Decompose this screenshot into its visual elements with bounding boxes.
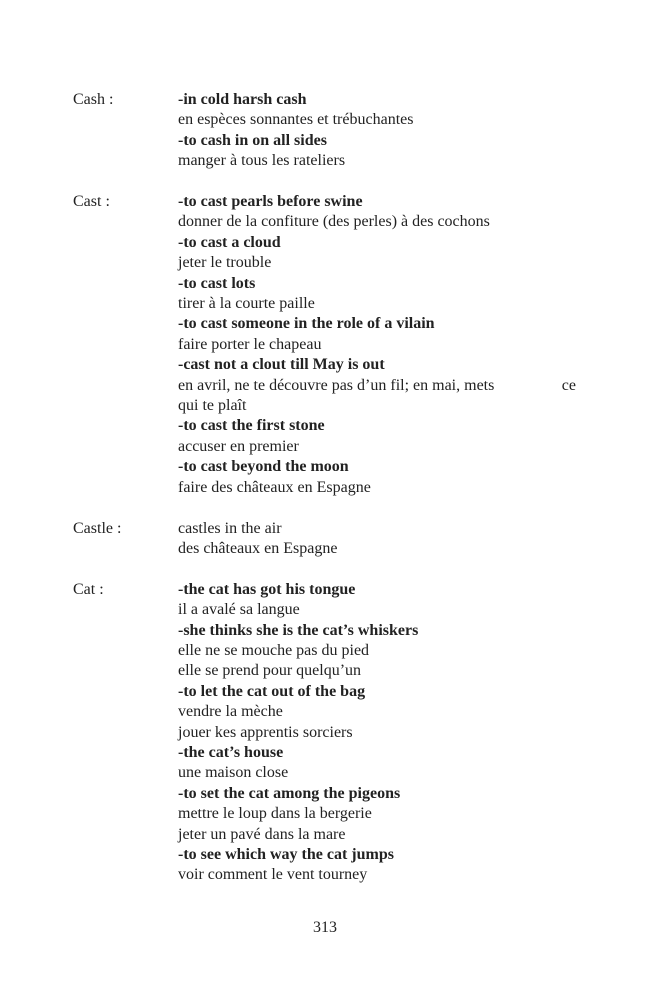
translation-line: elle ne se mouche pas du pied <box>178 641 370 659</box>
translation-line: jeter un pavé dans la mare <box>178 825 346 843</box>
idiom-line: -to cast lots <box>178 274 256 292</box>
translation-line: accuser en premier <box>178 437 299 455</box>
translation-line: donner de la confiture (des perles) à des cochons <box>178 213 490 231</box>
translation-line: voir comment le vent tourney <box>178 866 368 884</box>
idiom-line: -cast not a clout till May is out <box>178 356 385 374</box>
entry-lines <box>178 192 613 498</box>
idiom-line: -to cast a cloud <box>178 233 281 251</box>
idiom-line: -to cast pearls before swine <box>178 193 363 211</box>
translation-line: manger à tous les rateliers <box>178 152 346 170</box>
entry-term: Cast : <box>73 193 110 211</box>
translation-line: jeter le trouble <box>178 254 272 272</box>
idiom-line: -the cat has got his tongue <box>178 580 356 598</box>
translation-line: qui te plaît <box>178 397 247 415</box>
idiom-line: -to set the cat among the pigeons <box>178 784 401 802</box>
translation-line: elle se prend pour quelqu’un <box>178 662 362 680</box>
translation-line: faire des châteaux en Espagne <box>178 478 371 496</box>
translation-line: castles in the air <box>178 519 282 537</box>
idiom-line: -the cat’s house <box>178 743 284 761</box>
entries-list <box>73 90 613 906</box>
translation-text: en avril, ne te découvre pas d’un fil; en mai, mets <box>178 376 495 394</box>
dictionary-entry <box>73 192 613 498</box>
translation-line: faire porter le chapeau <box>178 335 322 353</box>
entry-lines <box>178 90 613 172</box>
dictionary-entry <box>73 519 613 560</box>
idiom-line: -in cold harsh cash <box>178 91 307 108</box>
translation-line: une maison close <box>178 764 289 782</box>
idiom-line: -to cash in on all sides <box>178 131 327 149</box>
translation-line: il a avalé sa langue <box>178 601 300 619</box>
translation-line: jouer kes apprentis sorciers <box>178 723 353 741</box>
translation-line: en espèces sonnantes et trébuchantes <box>178 111 414 129</box>
page-number: 313 <box>313 919 337 936</box>
idiom-line: -to let the cat out of the bag <box>178 682 366 700</box>
entry-term: Cat : <box>73 580 104 598</box>
entry-lines <box>178 580 613 886</box>
translation-line <box>178 376 576 396</box>
translation-text-tail: ce <box>561 376 576 394</box>
translation-line: vendre la mèche <box>178 703 283 721</box>
translation-line: des châteaux en Espagne <box>178 539 338 557</box>
idiom-line: -to cast beyond the moon <box>178 458 349 476</box>
idiom-line: -she thinks she is the cat’s whiskers <box>178 621 419 639</box>
idiom-line: -to see which way the cat jumps <box>178 845 394 863</box>
translation-line: mettre le loup dans la bergerie <box>178 805 372 823</box>
dictionary-entry <box>73 90 613 172</box>
idiom-line: -to cast the first stone <box>178 417 325 435</box>
entry-lines <box>178 519 613 560</box>
entry-term: Castle : <box>73 519 122 537</box>
entry-term: Cash : <box>73 91 114 108</box>
idiom-line: -to cast someone in the role of a vilain <box>178 315 435 333</box>
translation-line: tirer à la courte paille <box>178 295 315 313</box>
dictionary-entry <box>73 580 613 886</box>
